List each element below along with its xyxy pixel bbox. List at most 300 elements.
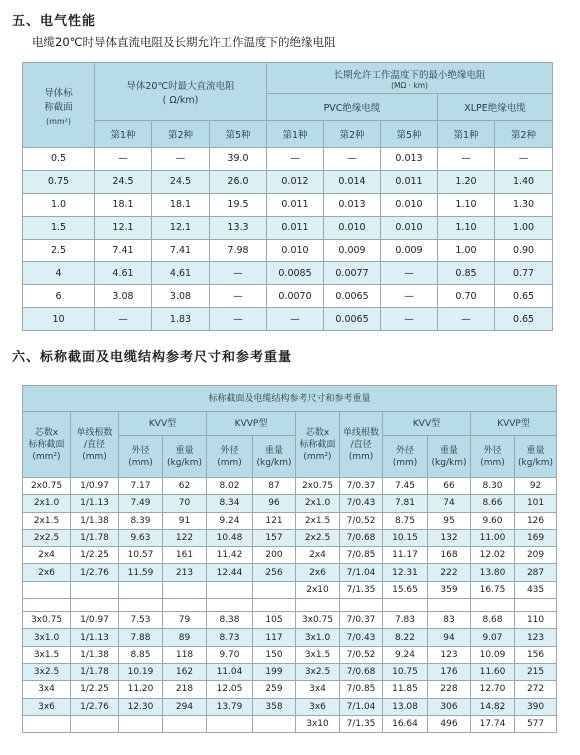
value-cell: 0.0065	[324, 285, 381, 308]
value-cell: 9.70	[207, 646, 253, 663]
conductor-section-cell: 10	[23, 308, 95, 331]
table-row	[23, 698, 557, 715]
value-cell: 92	[515, 478, 557, 495]
value-cell	[71, 581, 119, 598]
kind-header: 第1种	[438, 121, 495, 148]
value-cell: 8.34	[207, 495, 253, 512]
value-cell: 14.82	[471, 698, 515, 715]
value-cell: 12.30	[119, 698, 163, 715]
value-cell	[163, 715, 207, 732]
table-row	[23, 262, 553, 285]
value-cell: 11.04	[207, 663, 253, 680]
kvvp-header: KVVP型	[471, 412, 557, 436]
value-cell: 8.66	[471, 495, 515, 512]
value-cell: 176	[428, 663, 471, 680]
value-cell: 200	[253, 547, 296, 564]
spacer-cell	[119, 599, 163, 612]
value-cell: 13.08	[383, 698, 428, 715]
conductor-section-cell: 0.75	[23, 170, 95, 193]
value-cell: 7.53	[119, 612, 163, 629]
value-cell: 306	[428, 698, 471, 715]
dimensions-table-header	[23, 386, 557, 478]
value-cell: 8.22	[383, 629, 428, 646]
value-cell: 7/0.52	[340, 646, 383, 663]
value-cell: 1.00	[438, 239, 495, 262]
value-cell: 10.15	[383, 529, 428, 546]
conductor-section-cell: 1.0	[23, 193, 95, 216]
value-cell	[119, 581, 163, 598]
value-cell: 8.30	[471, 478, 515, 495]
table-row	[23, 715, 557, 732]
value-cell: 8.39	[119, 512, 163, 529]
value-cell: 10.48	[207, 529, 253, 546]
value-cell: 209	[515, 547, 557, 564]
conductor-section-header: 导体标 称截面 (mm²)	[23, 63, 95, 148]
value-cell: 4.61	[152, 262, 210, 285]
weight-header: 重量 (kg/km)	[163, 436, 207, 478]
value-cell: 79	[163, 612, 207, 629]
value-cell: 199	[253, 663, 296, 680]
value-cell: 91	[163, 512, 207, 529]
value-cell: 117	[253, 629, 296, 646]
value-cell: 95	[428, 512, 471, 529]
value-cell: 0.012	[267, 170, 324, 193]
value-cell: 1.20	[438, 170, 495, 193]
value-cell: 1/2.25	[71, 681, 119, 698]
value-cell: 577	[515, 715, 557, 732]
value-cell: 7/1.35	[340, 715, 383, 732]
value-cell: 7/0.85	[340, 681, 383, 698]
value-cell: 8.85	[119, 646, 163, 663]
value-cell: 0.009	[381, 239, 438, 262]
cores-section-cell: 2x1.0	[23, 495, 71, 512]
cores-section-cell: 3x6	[23, 698, 71, 715]
value-cell: 13.79	[207, 698, 253, 715]
value-cell: 7.17	[119, 478, 163, 495]
value-cell: 287	[515, 564, 557, 581]
value-cell: 122	[163, 529, 207, 546]
value-cell: 8.38	[207, 612, 253, 629]
value-cell: 3.08	[95, 285, 152, 308]
value-cell: 11.20	[119, 681, 163, 698]
value-cell: 26.0	[210, 170, 267, 193]
value-cell: 168	[428, 547, 471, 564]
value-cell: 1/1.38	[71, 646, 119, 663]
value-cell: 4.61	[95, 262, 152, 285]
cores-section-cell: 3x0.75	[296, 612, 340, 629]
value-cell: 11.42	[207, 547, 253, 564]
value-cell: 7/0.68	[340, 663, 383, 680]
value-cell: 11.17	[383, 547, 428, 564]
value-cell: 101	[515, 495, 557, 512]
conductor-section-cell: 2.5	[23, 239, 95, 262]
cores-section-cell: 3x1.0	[296, 629, 340, 646]
value-cell: 1.10	[438, 216, 495, 239]
dimensions-table-title: 标称截面及电缆结构参考尺寸和参考重量	[23, 386, 557, 412]
value-cell: 213	[163, 564, 207, 581]
value-cell: 0.0065	[324, 308, 381, 331]
value-cell: —	[210, 308, 267, 331]
value-cell: 161	[163, 547, 207, 564]
value-cell: —	[381, 308, 438, 331]
value-cell: 12.70	[471, 681, 515, 698]
value-cell: —	[381, 262, 438, 285]
value-cell: 0.009	[324, 239, 381, 262]
kvvp-header: KVVP型	[207, 412, 296, 436]
value-cell: 0.90	[495, 239, 553, 262]
value-cell: 0.014	[324, 170, 381, 193]
table-row	[23, 612, 557, 629]
value-cell: 390	[515, 698, 557, 715]
value-cell: 9.07	[471, 629, 515, 646]
value-cell: 11.00	[471, 529, 515, 546]
value-cell: 16.75	[471, 581, 515, 598]
weight-header: 重量 (kg/km)	[253, 436, 296, 478]
value-cell: 1/0.97	[71, 478, 119, 495]
table-row	[23, 512, 557, 529]
spacer-cell	[71, 599, 119, 612]
spacer-cell	[207, 599, 253, 612]
value-cell: 215	[515, 663, 557, 680]
value-cell: 218	[163, 681, 207, 698]
value-cell: 10.09	[471, 646, 515, 663]
value-cell: 24.5	[152, 170, 210, 193]
cores-section-cell	[23, 715, 71, 732]
pvc-header: PVC绝缘电缆	[267, 94, 438, 121]
table-row	[23, 239, 553, 262]
strands-header: 单线根数 /直径 (mm)	[340, 412, 383, 478]
value-cell: 7/1.04	[340, 564, 383, 581]
value-cell: —	[95, 308, 152, 331]
outer-diameter-header: 外径 (mm)	[119, 436, 163, 478]
value-cell: 1/2.76	[71, 564, 119, 581]
value-cell: 7/0.68	[340, 529, 383, 546]
kind-header: 第1种	[267, 121, 324, 148]
value-cell: 7.98	[210, 239, 267, 262]
value-cell	[207, 581, 253, 598]
value-cell: 0.0077	[324, 262, 381, 285]
value-cell: 19.5	[210, 193, 267, 216]
cores-section-cell: 2x0.75	[23, 478, 71, 495]
value-cell	[163, 581, 207, 598]
value-cell: 7.81	[383, 495, 428, 512]
value-cell: 7/0.37	[340, 478, 383, 495]
value-cell: 11.59	[119, 564, 163, 581]
resistance-table-header	[23, 63, 553, 148]
cores-section-cell: 3x4	[23, 681, 71, 698]
value-cell: 0.010	[381, 193, 438, 216]
kind-header: 第5种	[381, 121, 438, 148]
table-row	[23, 646, 557, 663]
value-cell: 18.1	[95, 193, 152, 216]
value-cell: 272	[515, 681, 557, 698]
value-cell: 0.011	[381, 170, 438, 193]
value-cell: 157	[253, 529, 296, 546]
value-cell: 9.24	[383, 646, 428, 663]
value-cell: 39.0	[210, 148, 267, 171]
value-cell: 15.65	[383, 581, 428, 598]
table-row	[23, 663, 557, 680]
value-cell: 0.011	[267, 193, 324, 216]
cores-section-cell: 3x0.75	[23, 612, 71, 629]
value-cell: 18.1	[152, 193, 210, 216]
cores-section-cell: 3x1.0	[23, 629, 71, 646]
value-cell: —	[210, 285, 267, 308]
value-cell: 1/0.97	[71, 612, 119, 629]
value-cell: 0.010	[381, 216, 438, 239]
kind-header: 第5种	[210, 121, 267, 148]
value-cell: 121	[253, 512, 296, 529]
table-row	[23, 216, 553, 239]
cores-section-cell: 2x1.0	[296, 495, 340, 512]
value-cell: 8.68	[471, 612, 515, 629]
table-row	[23, 148, 553, 171]
cores-section-cell: 2x1.5	[23, 512, 71, 529]
spacer-cell	[253, 599, 296, 612]
value-cell: 169	[515, 529, 557, 546]
value-cell: 7/1.35	[340, 581, 383, 598]
value-cell	[119, 715, 163, 732]
table-row	[23, 193, 553, 216]
value-cell: 0.010	[324, 216, 381, 239]
cores-section-cell: 2x6	[23, 564, 71, 581]
value-cell: 359	[428, 581, 471, 598]
value-cell: 496	[428, 715, 471, 732]
value-cell: 1/1.78	[71, 529, 119, 546]
value-cell: 62	[163, 478, 207, 495]
outer-diameter-header: 外径 (mm)	[383, 436, 428, 478]
value-cell: 0.013	[381, 148, 438, 171]
value-cell: 7.49	[119, 495, 163, 512]
table-row	[23, 564, 557, 581]
cores-section-cell: 3x1.5	[296, 646, 340, 663]
cores-section-cell: 2x4	[296, 547, 340, 564]
value-cell: —	[95, 148, 152, 171]
value-cell: 0.0085	[267, 262, 324, 285]
value-cell: 12.31	[383, 564, 428, 581]
value-cell: 96	[253, 495, 296, 512]
value-cell: 1/1.13	[71, 629, 119, 646]
value-cell: 12.02	[471, 547, 515, 564]
resistance-table-body	[23, 148, 553, 331]
value-cell: 7/0.37	[340, 612, 383, 629]
value-cell: —	[210, 262, 267, 285]
value-cell: 10.75	[383, 663, 428, 680]
cores-section-cell: 2x4	[23, 547, 71, 564]
table-row	[23, 581, 557, 598]
section5-subtitle: 电缆20℃时导体直流电阻及长期允许工作温度下的绝缘电阻	[32, 35, 336, 49]
value-cell: 8.75	[383, 512, 428, 529]
value-cell: 156	[515, 646, 557, 663]
value-cell: 0.65	[495, 308, 553, 331]
value-cell: 12.05	[207, 681, 253, 698]
value-cell: —	[267, 148, 324, 171]
value-cell: 259	[253, 681, 296, 698]
value-cell: 7/0.43	[340, 629, 383, 646]
value-cell: 0.0070	[267, 285, 324, 308]
value-cell: —	[495, 148, 553, 171]
value-cell: 105	[253, 612, 296, 629]
value-cell: 24.5	[95, 170, 152, 193]
value-cell: 7/1.04	[340, 698, 383, 715]
cores-header: 芯数x 标称截面 (mm²)	[23, 412, 71, 478]
value-cell: —	[324, 148, 381, 171]
kvv-header: KVV型	[119, 412, 207, 436]
value-cell: —	[381, 285, 438, 308]
value-cell: 1.30	[495, 193, 553, 216]
value-cell: 110	[515, 612, 557, 629]
value-cell	[71, 715, 119, 732]
value-cell: 1/1.38	[71, 512, 119, 529]
value-cell: 0.65	[495, 285, 553, 308]
value-cell: 132	[428, 529, 471, 546]
kind-header: 第2种	[495, 121, 553, 148]
cores-section-cell: 2x1.5	[296, 512, 340, 529]
spacer-cell	[383, 599, 428, 612]
value-cell: 0.011	[267, 216, 324, 239]
table-row	[23, 547, 557, 564]
weight-header: 重量 (kg/km)	[515, 436, 557, 478]
value-cell: 1/1.13	[71, 495, 119, 512]
weight-header: 重量 (kg/km)	[428, 436, 471, 478]
value-cell: 12.44	[207, 564, 253, 581]
value-cell: 1/2.76	[71, 698, 119, 715]
value-cell: —	[438, 148, 495, 171]
table-row	[23, 529, 557, 546]
dimensions-table	[22, 385, 557, 733]
value-cell: 1.40	[495, 170, 553, 193]
value-cell: 8.02	[207, 478, 253, 495]
value-cell: 1/1.78	[71, 663, 119, 680]
spacer-cell	[340, 599, 383, 612]
conductor-section-cell: 4	[23, 262, 95, 285]
cores-section-cell: 2x6	[296, 564, 340, 581]
value-cell: 12.1	[95, 216, 152, 239]
value-cell: 0.010	[267, 239, 324, 262]
cores-section-cell: 3x2.5	[296, 663, 340, 680]
value-cell: 118	[163, 646, 207, 663]
outer-diameter-header: 外径 (mm)	[471, 436, 515, 478]
value-cell: 7/0.85	[340, 547, 383, 564]
table-row	[23, 170, 553, 193]
value-cell: 228	[428, 681, 471, 698]
value-cell: 17.74	[471, 715, 515, 732]
value-cell: 13.80	[471, 564, 515, 581]
value-cell: 1.83	[152, 308, 210, 331]
value-cell: 3.08	[152, 285, 210, 308]
cores-header: 芯数x 标称截面 (mm²)	[296, 412, 340, 478]
value-cell: 9.24	[207, 512, 253, 529]
cores-section-cell: 3x6	[296, 698, 340, 715]
cores-section-cell	[23, 581, 71, 598]
cores-section-cell: 2x2.5	[296, 529, 340, 546]
value-cell: 11.60	[471, 663, 515, 680]
section6-title: 六、标称截面及电缆结构参考尺寸和参考重量	[12, 350, 293, 365]
value-cell: 13.3	[210, 216, 267, 239]
value-cell: 7.88	[119, 629, 163, 646]
value-cell	[253, 581, 296, 598]
value-cell: 74	[428, 495, 471, 512]
spacer-cell	[163, 599, 207, 612]
outer-diameter-header: 外径 (mm)	[207, 436, 253, 478]
value-cell: 9.60	[471, 512, 515, 529]
value-cell: 11.85	[383, 681, 428, 698]
spacer-row	[23, 599, 557, 612]
value-cell: 7.41	[152, 239, 210, 262]
cores-section-cell: 3x4	[296, 681, 340, 698]
spacer-cell	[471, 599, 515, 612]
kvv-header: KVV型	[383, 412, 471, 436]
value-cell: 0.85	[438, 262, 495, 285]
conductor-section-cell: 6	[23, 285, 95, 308]
value-cell: 7.45	[383, 478, 428, 495]
spacer-cell	[23, 599, 71, 612]
cores-section-cell: 3x10	[296, 715, 340, 732]
value-cell: 123	[515, 629, 557, 646]
value-cell: —	[438, 308, 495, 331]
value-cell: 435	[515, 581, 557, 598]
value-cell: 66	[428, 478, 471, 495]
value-cell: 7.83	[383, 612, 428, 629]
value-cell: 1.00	[495, 216, 553, 239]
insulation-resistance-header: 长期允许工作温度下的最小绝缘电阻 (MΩ · km)	[267, 63, 553, 94]
table-row	[23, 495, 557, 512]
value-cell: 256	[253, 564, 296, 581]
kind-header: 第2种	[324, 121, 381, 148]
value-cell	[253, 715, 296, 732]
table-row	[23, 478, 557, 495]
value-cell: 10.19	[119, 663, 163, 680]
cores-section-cell: 2x2.5	[23, 529, 71, 546]
value-cell: 0.70	[438, 285, 495, 308]
value-cell: 1.10	[438, 193, 495, 216]
value-cell: 7/0.43	[340, 495, 383, 512]
conductor-section-cell: 1.5	[23, 216, 95, 239]
value-cell: 70	[163, 495, 207, 512]
value-cell: 126	[515, 512, 557, 529]
value-cell	[207, 715, 253, 732]
kind-header: 第1种	[95, 121, 152, 148]
dc-resistance-header: 导体20℃时最大直流电阻 ( Ω/km)	[95, 63, 267, 121]
value-cell: 7.41	[95, 239, 152, 262]
xlpe-header: XLPE绝缘电缆	[438, 94, 553, 121]
value-cell: 7/0.52	[340, 512, 383, 529]
value-cell: —	[267, 308, 324, 331]
cores-section-cell: 2x0.75	[296, 478, 340, 495]
conductor-section-cell: 0.5	[23, 148, 95, 171]
value-cell: 12.1	[152, 216, 210, 239]
table-row	[23, 285, 553, 308]
dimensions-table-body	[23, 478, 557, 733]
value-cell: 83	[428, 612, 471, 629]
cores-section-cell: 2x10	[296, 581, 340, 598]
kind-header: 第2种	[152, 121, 210, 148]
cores-section-cell: 3x2.5	[23, 663, 71, 680]
value-cell: 89	[163, 629, 207, 646]
table-row	[23, 681, 557, 698]
value-cell: 162	[163, 663, 207, 680]
value-cell: 87	[253, 478, 296, 495]
value-cell: 222	[428, 564, 471, 581]
strands-header: 单线根数 /直径 (mm)	[71, 412, 119, 478]
table-row	[23, 308, 553, 331]
spacer-cell	[428, 599, 471, 612]
value-cell: 358	[253, 698, 296, 715]
spacer-cell	[296, 599, 340, 612]
value-cell: 0.013	[324, 193, 381, 216]
table-row	[23, 629, 557, 646]
value-cell: 0.77	[495, 262, 553, 285]
